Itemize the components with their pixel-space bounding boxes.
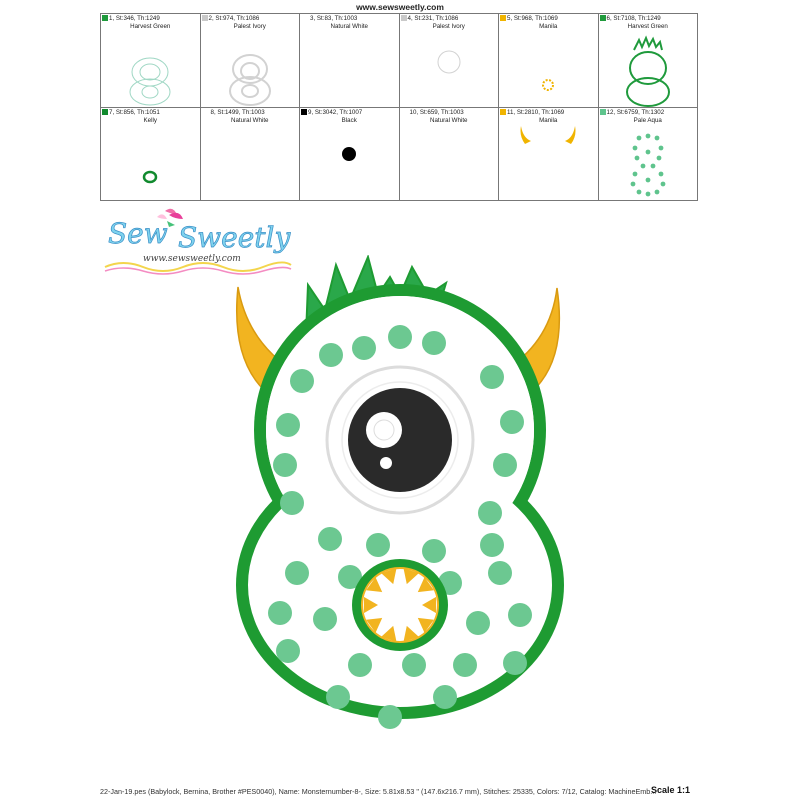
polka-dot bbox=[313, 607, 337, 631]
step-3-swatch bbox=[301, 15, 309, 23]
polka-dot bbox=[508, 603, 532, 627]
mini-dot bbox=[658, 145, 663, 150]
thread-step-12: 12, St:6759, Th:1302 Pale Aqua bbox=[599, 108, 699, 202]
thread-step-4: 4, St:231, Th:1086 Palest Ivory bbox=[400, 14, 500, 108]
polka-dot bbox=[402, 653, 426, 677]
step-1-swatch bbox=[102, 15, 108, 21]
site-url[interactable]: www.sewsweetly.com bbox=[356, 2, 444, 12]
mini-dot bbox=[636, 189, 641, 194]
polka-dot bbox=[493, 453, 517, 477]
thread-step-7: 7, St:856, Th:1051 Kelly bbox=[101, 108, 201, 202]
polka-dot bbox=[480, 533, 504, 557]
step-5-swatch bbox=[500, 15, 506, 21]
mini-dot bbox=[636, 135, 641, 140]
mini-dot bbox=[634, 155, 639, 160]
logo-url-text: www.sewsweetly.com bbox=[143, 254, 241, 264]
step-7-name: Kelly bbox=[143, 116, 157, 124]
step-3-name: Natural White bbox=[330, 23, 368, 30]
mini-dot bbox=[645, 149, 650, 154]
svg-text:Sew: Sew bbox=[108, 217, 168, 250]
polka-dot bbox=[352, 336, 376, 360]
step-8-swatch bbox=[202, 109, 210, 117]
thread-step-5: 5, St:968, Th:1069 Manila bbox=[499, 14, 599, 108]
step-10-name: Natural White bbox=[430, 116, 468, 124]
mini-dot bbox=[640, 163, 645, 168]
step-4-name: Palest Ivory bbox=[432, 23, 465, 30]
footer-design-info: 22-Jan-19.pes (Babylock, Bernina, Brother #PES0040), Name: Monsternumber-8-, Size: 5.81x8.53 " (147.6x216.7 mm), Stitches: 25335, Colors: 7/12, Catalog: MachineEmb... bbox=[100, 787, 657, 796]
polka-dot bbox=[500, 410, 524, 434]
mini-dot bbox=[632, 145, 637, 150]
polka-dot bbox=[478, 501, 502, 525]
polka-dot bbox=[268, 601, 292, 625]
polka-dot bbox=[503, 651, 527, 675]
mini-dot bbox=[654, 189, 659, 194]
mini-dot bbox=[660, 181, 665, 186]
thread-step-11: 11, St:2810, Th:1069 Manila bbox=[499, 108, 599, 202]
thread-step-3: 3, St:83, Th:1003 Natural White bbox=[300, 14, 400, 108]
thread-step-8: 8, St:1499, Th:1003 Natural White bbox=[201, 108, 301, 202]
thread-step-6: 6, St:7108, Th:1249 Harvest Green bbox=[599, 14, 699, 108]
polka-dot bbox=[466, 611, 490, 635]
thread-step-9: 9, St:3042, Th:1007 Black bbox=[300, 108, 400, 202]
step-4-swatch bbox=[401, 15, 407, 21]
step-7-swatch bbox=[102, 109, 108, 115]
polka-dot bbox=[273, 453, 297, 477]
polka-dot bbox=[488, 561, 512, 585]
thread-step-grid bbox=[100, 13, 698, 201]
polka-dot bbox=[318, 527, 342, 551]
step-5-name: Manila bbox=[539, 23, 558, 30]
monster-mouth bbox=[352, 559, 448, 651]
polka-dot bbox=[422, 539, 446, 563]
svg-text:Sweetly: Sweetly bbox=[178, 221, 291, 254]
mini-dot bbox=[645, 191, 650, 196]
mini-dot bbox=[656, 155, 661, 160]
polka-dot bbox=[348, 653, 372, 677]
step-6-swatch bbox=[600, 15, 606, 21]
polka-dot bbox=[276, 413, 300, 437]
polka-dot bbox=[388, 325, 412, 349]
step-11-swatch bbox=[500, 109, 506, 115]
scale-label: Scale 1:1 bbox=[651, 785, 691, 795]
polka-dot bbox=[280, 491, 304, 515]
polka-dot bbox=[433, 685, 457, 709]
mini-dot bbox=[658, 171, 663, 176]
step-12-swatch bbox=[600, 109, 606, 115]
step-6-name: Harvest Green bbox=[627, 23, 668, 30]
polka-dot bbox=[453, 653, 477, 677]
polka-dot bbox=[422, 331, 446, 355]
polka-dot bbox=[378, 705, 402, 729]
step-9-swatch bbox=[301, 109, 307, 115]
polka-dot bbox=[285, 561, 309, 585]
step-1-name: Harvest Green bbox=[130, 23, 171, 30]
monster-eye bbox=[327, 367, 473, 513]
polka-dot bbox=[276, 639, 300, 663]
mini-dot bbox=[630, 181, 635, 186]
mini-dot bbox=[650, 163, 655, 168]
mini-dot bbox=[645, 177, 650, 182]
step-10-swatch bbox=[401, 109, 409, 117]
step-12-name: Pale Aqua bbox=[633, 116, 662, 124]
mini-dot bbox=[645, 133, 650, 138]
step-2-name: Palest Ivory bbox=[233, 23, 266, 30]
thread-step-10: 10, St:659, Th:1003 Natural White bbox=[400, 108, 500, 202]
polka-dot bbox=[290, 369, 314, 393]
polka-dot bbox=[480, 365, 504, 389]
step-8-name: Natural White bbox=[231, 116, 269, 124]
polka-dot bbox=[366, 533, 390, 557]
polka-dot bbox=[319, 343, 343, 367]
mini-dot bbox=[632, 171, 637, 176]
polka-dot bbox=[326, 685, 350, 709]
step-2-swatch bbox=[202, 15, 208, 21]
thread-step-1: 1, St:346, Th:1249 Harvest Green bbox=[101, 14, 201, 108]
thread-step-2: 2, St:974, Th:1086 Palest Ivory bbox=[201, 14, 301, 108]
mini-dot bbox=[654, 135, 659, 140]
step-11-name: Manila bbox=[539, 116, 558, 124]
step-9-name: Black bbox=[341, 116, 357, 124]
monster-number-8-design bbox=[200, 255, 620, 735]
